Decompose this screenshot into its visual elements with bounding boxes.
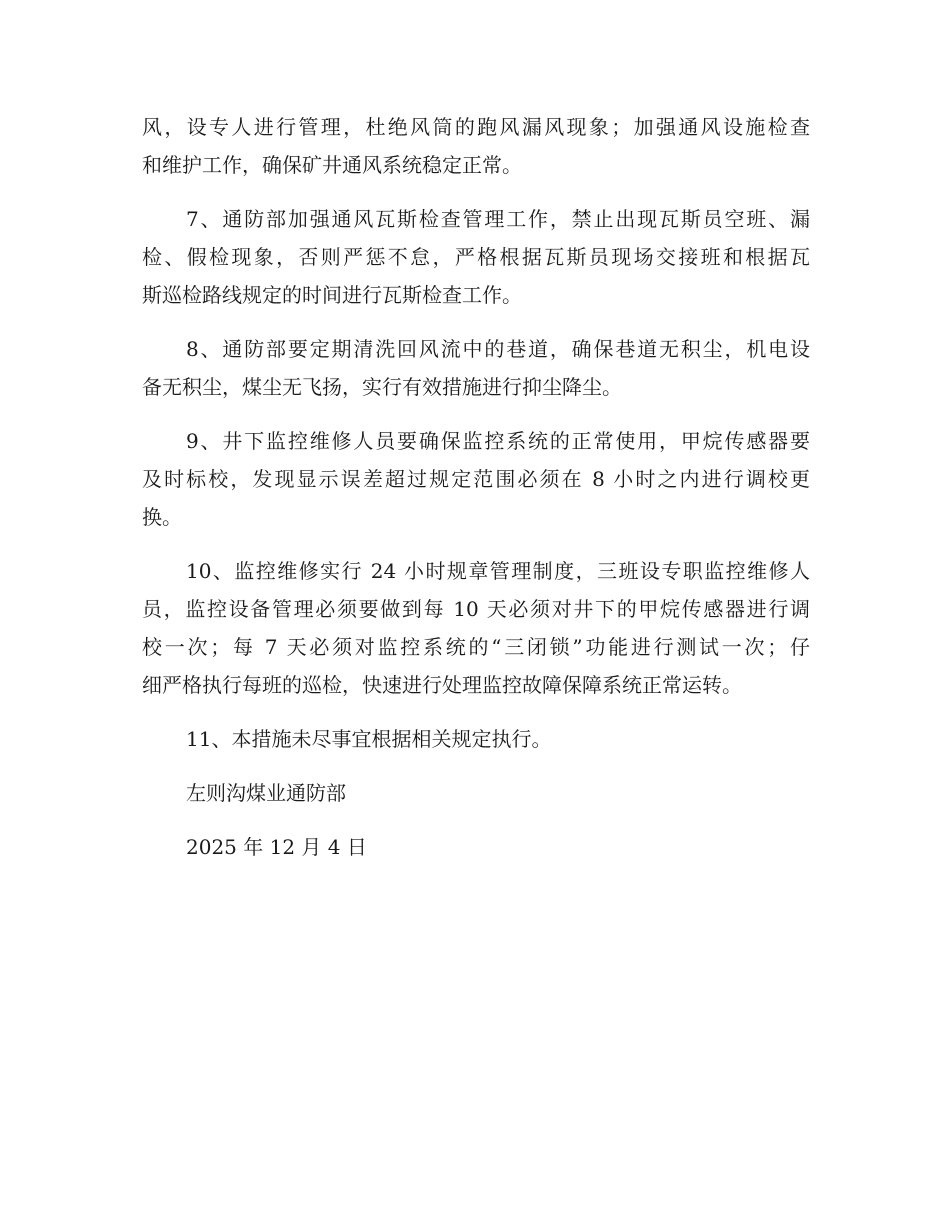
text-line: 7、通防部加强通风瓦斯检查管理工作，禁止出现瓦斯员空班、漏 (186, 207, 810, 231)
text-line: 10、监控维修实行 24 小时规章管理制度，三班设专职监控维修人 (186, 559, 810, 583)
text-line: 8、通防部要定期清洗回风流中的巷道，确保巷道无积尘，机电设 (186, 337, 810, 361)
paragraph-item-11 (142, 720, 810, 758)
text-line: 及时标校，发现显示误差超过规定范围必须在 8 小时之内进行调校更 (142, 467, 810, 491)
text-line: 风，设专人进行管理，杜绝风筒的跑风漏风现象；加强通风设施检查 (142, 115, 810, 139)
text-line: 备无积尘，煤尘无飞扬，实行有效措施进行抑尘降尘。 (142, 375, 622, 399)
document-page (142, 108, 810, 882)
text-line: 9、井下监控维修人员要确保监控系统的正常使用，甲烷传感器要 (186, 429, 810, 453)
text-line: 检、假检现象，否则严惩不怠，严格根据瓦斯员现场交接班和根据瓦 (142, 245, 810, 269)
paragraph-item-8 (142, 330, 810, 406)
text-line: 11、本措施未尽事宜根据相关规定执行。 (186, 727, 552, 751)
paragraph-continuation (142, 108, 810, 184)
paragraph-item-9 (142, 422, 810, 536)
signature-date: 2025 年 12 月 4 日 (186, 835, 367, 859)
text-line: 换。 (142, 505, 182, 529)
paragraph-item-7 (142, 200, 810, 314)
text-line: 员，监控设备管理必须要做到每 10 天必须对井下的甲烷传感器进行调 (142, 597, 810, 621)
text-line: 校一次；每 7 天必须对监控系统的“三闭锁”功能进行测试一次；仔 (142, 635, 810, 659)
paragraph-item-10 (142, 552, 810, 704)
text-line: 和维护工作，确保矿井通风系统稳定正常。 (142, 153, 522, 177)
text-line: 斯巡检路线规定的时间进行瓦斯检查工作。 (142, 283, 522, 307)
signature-org: 左则沟煤业通防部 (186, 781, 346, 805)
text-line: 细严格执行每班的巡检，快速进行处理监控故障保障系统正常运转。 (142, 673, 742, 697)
